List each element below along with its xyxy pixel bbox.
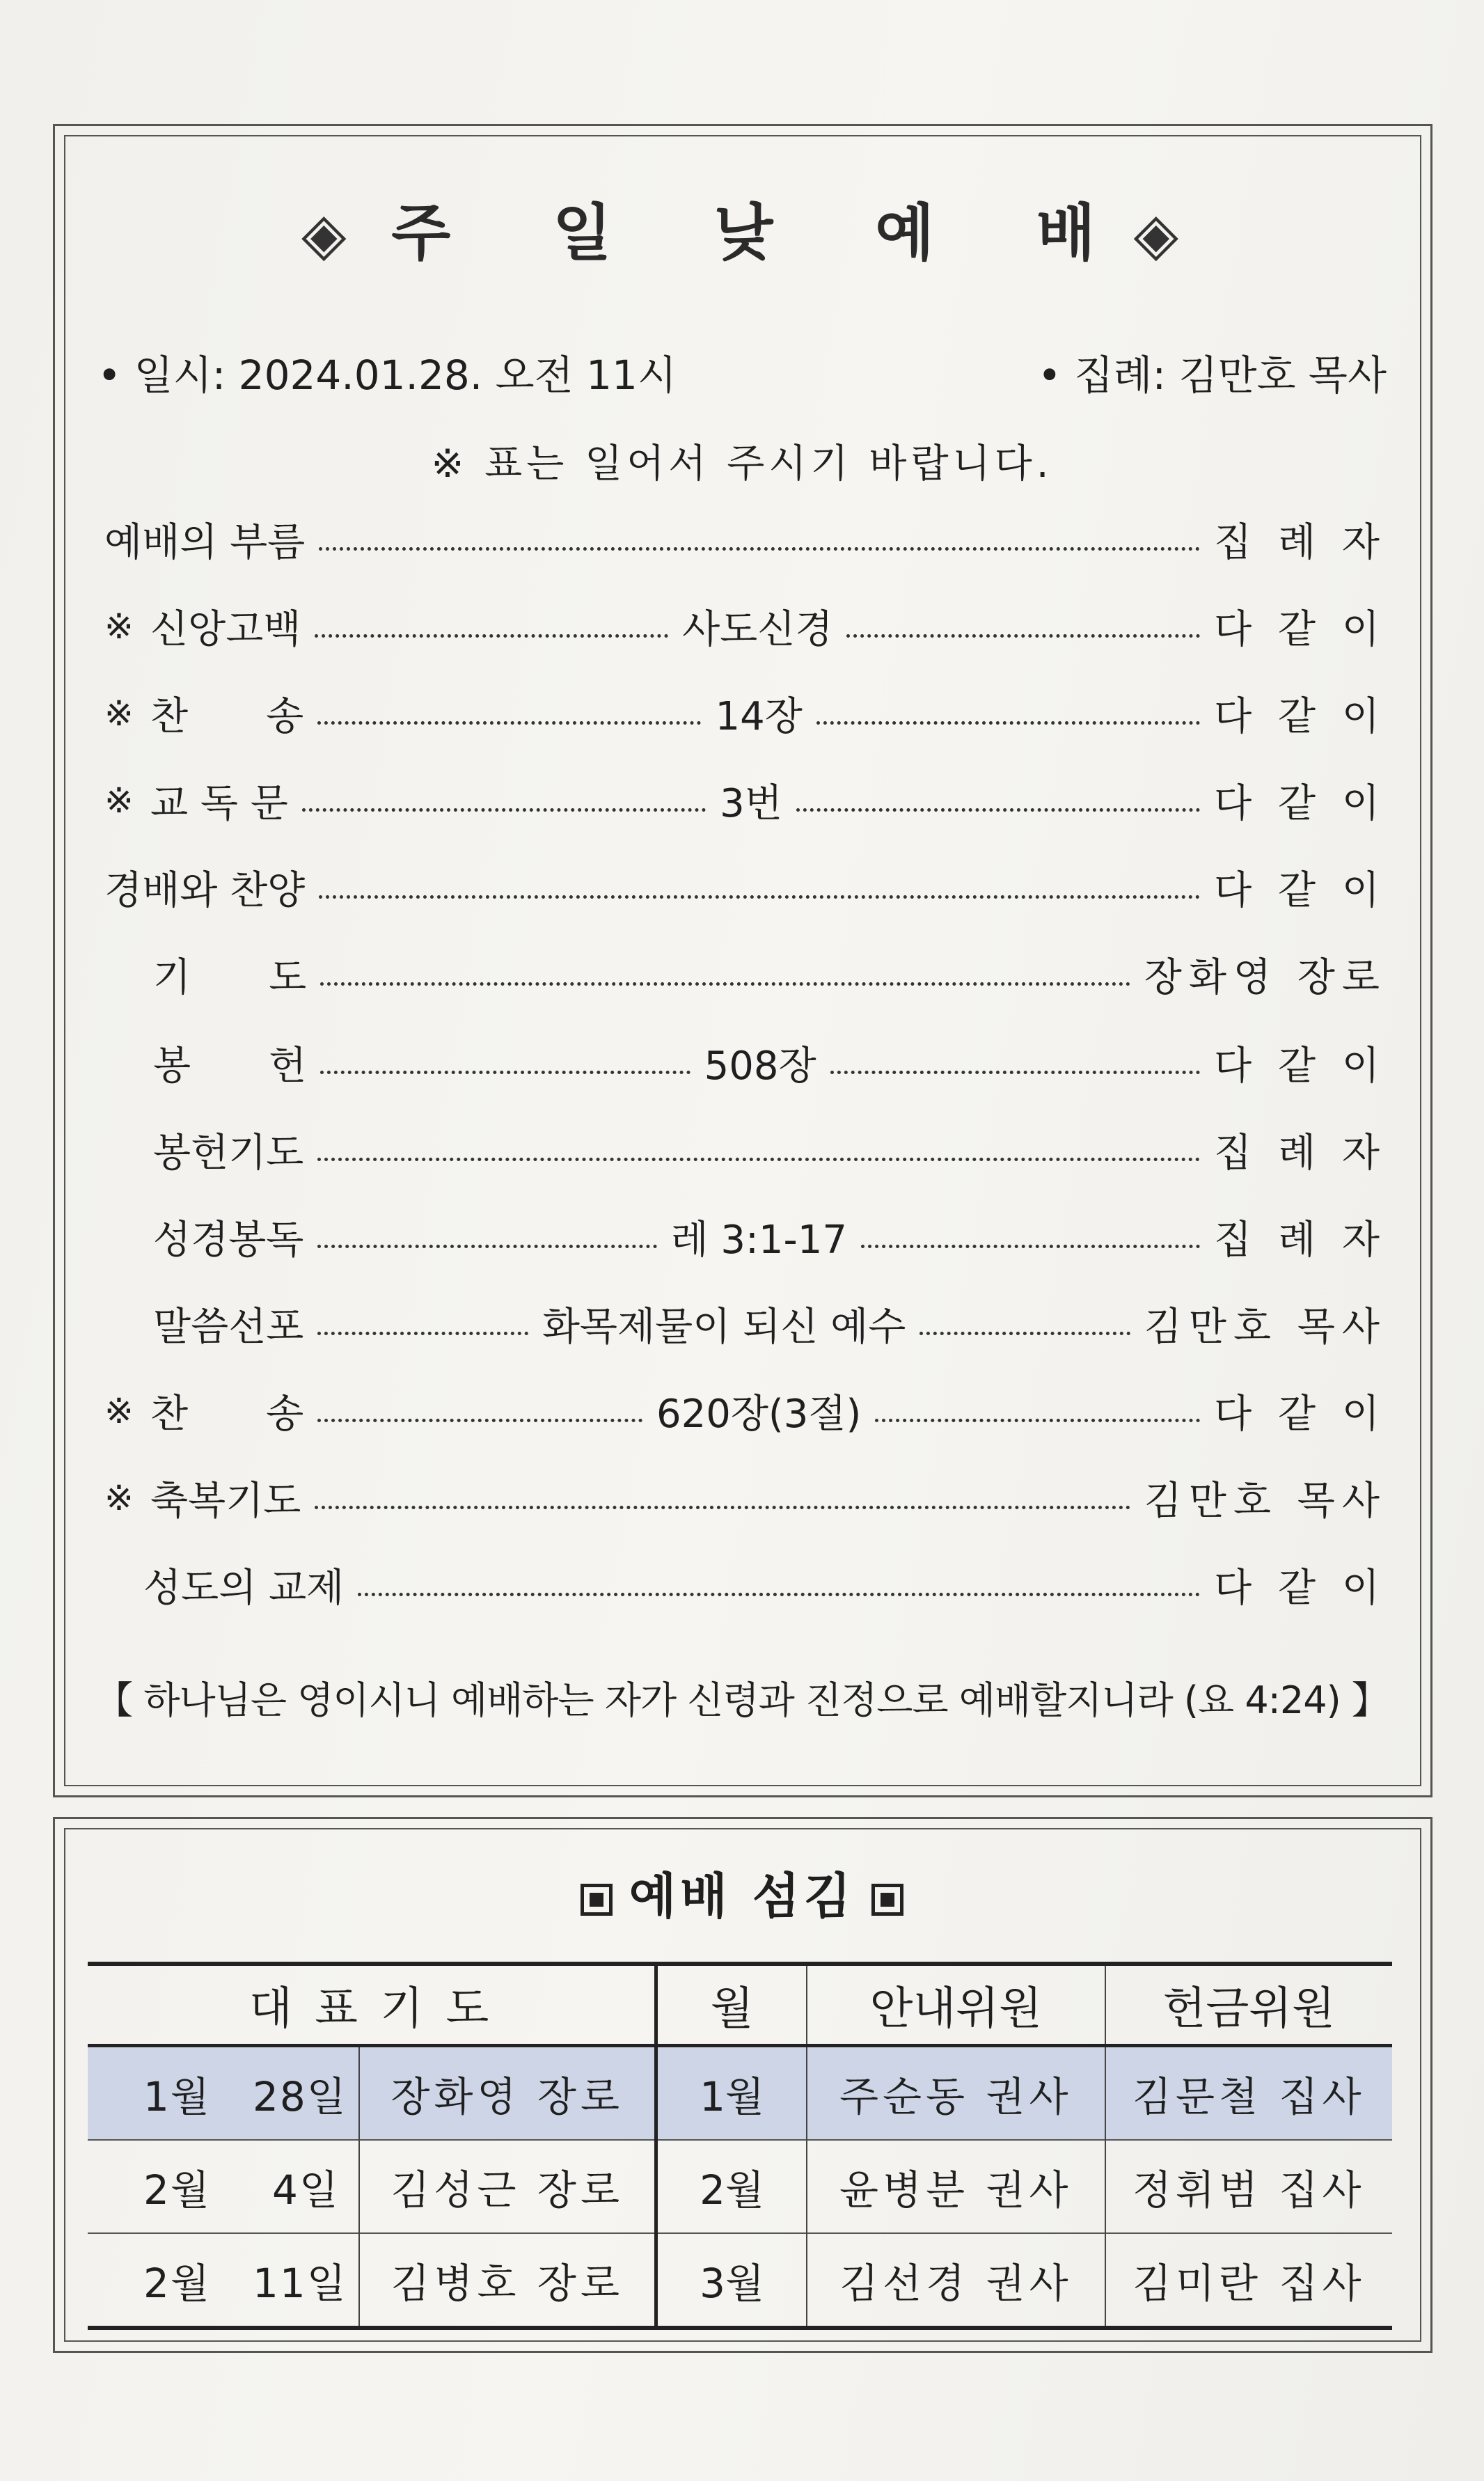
leader-dots [317,1332,528,1335]
order-item-label: 성도의 교제 [143,1566,345,1611]
leader-dots [319,547,1200,551]
staff-row [88,2140,1392,2233]
prayer-date [88,2046,359,2141]
prayer-date [88,2233,359,2328]
order-item-label: 봉헌기도 [153,1131,304,1176]
order-item-label: 말씀선포 [153,1305,304,1350]
order-item [104,689,1387,738]
order-item-label: 경배와 찬양 [104,868,306,913]
leader-dots [796,808,1200,812]
usher-person: 김선경 권사 [807,2233,1105,2328]
header-usher: 안내위원 [807,1964,1105,2046]
order-item-label: 축복기도 [150,1479,301,1524]
order-item-label: 교 독 문 [150,781,288,826]
prayer-month: 1월 [143,2073,211,2120]
prayer-person: 장화영 장로 [359,2046,656,2141]
leader-dots [320,982,1130,986]
header-prayer: 대 표 기 도 [248,1983,494,2035]
order-item [153,1126,1387,1174]
staff-table-header [88,1964,1392,2046]
order-item [104,602,1387,651]
leader-dots [315,634,668,638]
order-item [104,863,1387,912]
order-item-person: 장화영 장로 [1144,955,1387,1000]
order-item-person: 집 례 자 [1214,520,1387,565]
order-item-label: 찬 송 [150,694,304,739]
order-item [143,1561,1387,1609]
service-title-text: 주 일 낮 예 배 [391,197,1136,269]
leader-dots [315,1506,1130,1509]
diamond-icon-left: ◈ [301,200,351,268]
prayer-day: 4일 [271,2166,340,2214]
offering-person: 정휘범 집사 [1105,2140,1392,2233]
order-item-detail: 3번 [720,781,782,826]
service-leader: • 집례: 김만호 목사 [1037,352,1387,399]
order-item-person: 다 같 이 [1214,1566,1387,1611]
order-item [153,1039,1387,1087]
staff-row [88,2046,1392,2141]
prayer-month: 2월 [143,2260,211,2307]
staff-row [88,2233,1392,2328]
header-offering: 헌금위원 [1105,1964,1392,2046]
order-item-person: 다 같 이 [1214,868,1387,913]
order-item-detail: 14장 [715,694,803,739]
staff-title [0,1857,1484,1928]
order-item-label: 봉 헌 [153,1043,307,1089]
order-item [104,515,1387,564]
leader-dots [317,1419,642,1422]
order-item-person: 다 같 이 [1214,607,1387,652]
order-item-person: 다 같 이 [1214,694,1387,739]
leader-dots [319,895,1200,899]
leader-dots [919,1332,1130,1335]
usher-person: 주순동 권사 [807,2046,1105,2141]
leader-dots [830,1071,1200,1074]
leader-dots [302,808,706,812]
prayer-day: 11일 [252,2260,347,2307]
order-item-detail: 620장(3절) [656,1392,862,1437]
order-item-detail: 사도신경 [682,607,833,652]
order-item-person: 김만호 목사 [1144,1305,1387,1350]
order-item-person: 다 같 이 [1214,781,1387,826]
prayer-day: 28일 [252,2073,347,2120]
standing-mark: ※ [104,693,134,734]
service-title [0,184,1484,272]
offering-person: 김미란 집사 [1105,2233,1392,2328]
leader-dots [861,1245,1200,1248]
prayer-month: 2월 [143,2166,211,2214]
leader-dots [816,721,1200,725]
prayer-person: 김병호 장로 [359,2233,656,2328]
leader-dots [358,1593,1200,1596]
standing-mark: ※ [104,780,134,821]
order-item-detail: 화목제물이 되신 예수 [542,1305,906,1350]
usher-person: 윤병분 권사 [807,2140,1105,2233]
order-item-person: 집 례 자 [1214,1131,1387,1176]
offering-person: 김문철 집사 [1105,2046,1392,2141]
service-month: 3월 [656,2233,807,2328]
scripture-verse: 【 하나님은 영이시니 예배하는 자가 신령과 진정으로 예배할지니라 (요 4:24) 】 [95,1678,1389,1722]
order-item-label: 기 도 [153,955,307,1000]
order-item [104,1387,1387,1435]
order-item-person: 다 같 이 [1214,1392,1387,1437]
leader-dots [317,1158,1200,1161]
staff-title-text: 예배 섬김 [629,1868,855,1925]
order-item [153,950,1387,999]
standing-mark: ※ [104,606,134,647]
standing-mark: ※ [104,1391,134,1431]
leader-dots [875,1419,1200,1422]
leader-dots [320,1071,690,1074]
order-item [153,1300,1387,1348]
order-item [104,1474,1387,1522]
leader-dots [846,634,1200,638]
order-item-person: 다 같 이 [1214,1043,1387,1089]
order-item [153,1213,1387,1261]
order-item-person: 김만호 목사 [1144,1479,1387,1524]
service-date: • 일시: 2024.01.28. 오전 11시 [97,352,677,399]
staff-table [88,1962,1392,2330]
service-month: 2월 [656,2140,807,2233]
leader-dots [317,721,701,725]
header-month: 월 [656,1964,807,2046]
order-item-label: 성경봉독 [153,1218,304,1263]
diamond-icon-right: ◈ [1133,200,1183,268]
square-icon-left [581,1884,613,1916]
order-item-person: 집 례 자 [1214,1218,1387,1263]
order-item-label: 예배의 부름 [104,520,306,565]
order-item-detail: 508장 [704,1043,816,1089]
leader-dots [317,1245,656,1248]
standing-mark: ※ [104,1478,134,1518]
order-item-label: 찬 송 [150,1392,304,1437]
order-item [104,776,1387,825]
standing-notice: ※ 표는 일어서 주시기 바랍니다. [431,441,1053,487]
order-item-detail: 레 3:1-17 [670,1218,847,1263]
prayer-person: 김성근 장로 [359,2140,656,2233]
order-item-label: 신앙고백 [150,607,301,652]
prayer-date [88,2140,359,2233]
service-month: 1월 [656,2046,807,2141]
square-icon-right [871,1884,903,1916]
